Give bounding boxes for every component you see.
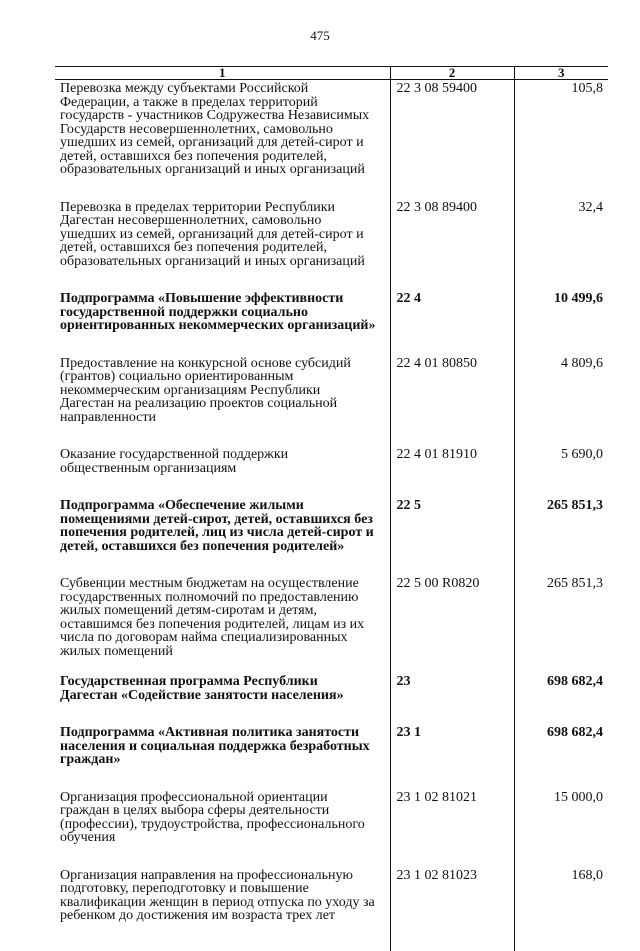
row-code: 23 1 02 81021 xyxy=(390,789,514,867)
table-row xyxy=(55,80,608,199)
row-amount: 265 851,3 xyxy=(514,497,608,575)
row-amount: 10 499,6 xyxy=(514,290,608,355)
table-row xyxy=(55,575,608,673)
continuation-cell xyxy=(55,923,390,951)
row-amount: 105,8 xyxy=(514,80,608,199)
column-header-1: 1 xyxy=(55,67,390,80)
row-name: Организация направления на профессиональную подготовку, переподготовку и повышение квалификации женщин в период отпуска по уходу за ребенком до достижения им возраста трех лет xyxy=(60,867,375,923)
row-name: Перевозка в пределах территории Республики Дагестан несовершеннолетних, самовольно ушедших из семей, организаций для детей-сирот и детей, оставшихся без попечения родителей, образовательных организаций и иных организаций xyxy=(60,199,365,269)
row-code: 23 xyxy=(390,673,514,724)
table-row xyxy=(55,724,608,789)
table-row xyxy=(55,497,608,575)
budget-table xyxy=(55,66,608,951)
row-name: Подпрограмма «Активная политика занятости населения и социальная поддержка безработных граждан» xyxy=(60,725,370,767)
row-code: 22 3 08 89400 xyxy=(390,199,514,291)
row-name: Предоставление на конкурсной основе субсидий (грантов) социально ориентированным некоммерческим организациям Республики Дагестан на реализацию проектов социальной направленности xyxy=(60,355,351,425)
row-name: Субвенции местным бюджетам на осуществление государственных полномочий по предоставлению жилых помещений детям-сиротам и детям, оставшимся без попечения родителей, лицам из их числа по договорам найма специализированных жилых помещений xyxy=(60,576,365,659)
row-name: Подпрограмма «Повышение эффективности государственной поддержки социально ориентированных некоммерческих организаций» xyxy=(60,291,376,333)
row-code: 22 4 xyxy=(390,290,514,355)
continuation-cell xyxy=(514,923,608,951)
row-amount: 698 682,4 xyxy=(514,724,608,789)
table-row xyxy=(55,446,608,497)
continuation-cell xyxy=(390,923,514,951)
row-code: 22 4 01 81910 xyxy=(390,446,514,497)
column-header-2: 2 xyxy=(390,67,514,80)
table-row xyxy=(55,789,608,867)
row-code: 22 4 01 80850 xyxy=(390,355,514,447)
row-name: Оказание государственной поддержки общественным организациям xyxy=(60,447,289,476)
column-header-row xyxy=(55,67,608,80)
row-amount: 4 809,6 xyxy=(514,355,608,447)
table-row xyxy=(55,673,608,724)
row-amount: 265 851,3 xyxy=(514,575,608,673)
row-code: 23 1 02 81023 xyxy=(390,867,514,923)
table-row-continuation xyxy=(55,923,608,951)
row-amount: 168,0 xyxy=(514,867,608,923)
row-code: 22 3 08 59400 xyxy=(390,80,514,199)
row-name: Государственная программа Республики Дагестан «Содействие занятости населения» xyxy=(60,674,344,703)
column-header-3: 3 xyxy=(514,67,608,80)
table-body xyxy=(55,80,608,951)
table-row xyxy=(55,867,608,923)
row-name: Подпрограмма «Обеспечение жилыми помещениями детей-сирот, детей, оставшихся без попечения родителей, лиц из числа детей-сирот и детей, оставшихся без попечения родителей» xyxy=(60,498,374,554)
row-amount: 32,4 xyxy=(514,199,608,291)
row-code: 23 1 xyxy=(390,724,514,789)
row-name: Перевозка между субъектами Российской Федерации, а также в пределах территорий государств - участников Содружества Независимых Государств несовершеннолетних, самовольно ушедших из семей, организаций для детей-сирот и детей, оставшихся без попечения родителей, образовательных организаций и иных организаций xyxy=(60,81,370,177)
page-number: 475 xyxy=(310,28,330,43)
row-amount: 5 690,0 xyxy=(514,446,608,497)
row-code: 22 5 00 R0820 xyxy=(390,575,514,673)
row-code: 22 5 xyxy=(390,497,514,575)
row-amount: 15 000,0 xyxy=(514,789,608,867)
table-row xyxy=(55,290,608,355)
row-name: Организация профессиональной ориентации граждан в целях выбора сферы деятельности (профессии), трудоустройства, профессионального обучения xyxy=(60,789,365,845)
table-row xyxy=(55,199,608,291)
table-row xyxy=(55,355,608,447)
row-amount: 698 682,4 xyxy=(514,673,608,724)
